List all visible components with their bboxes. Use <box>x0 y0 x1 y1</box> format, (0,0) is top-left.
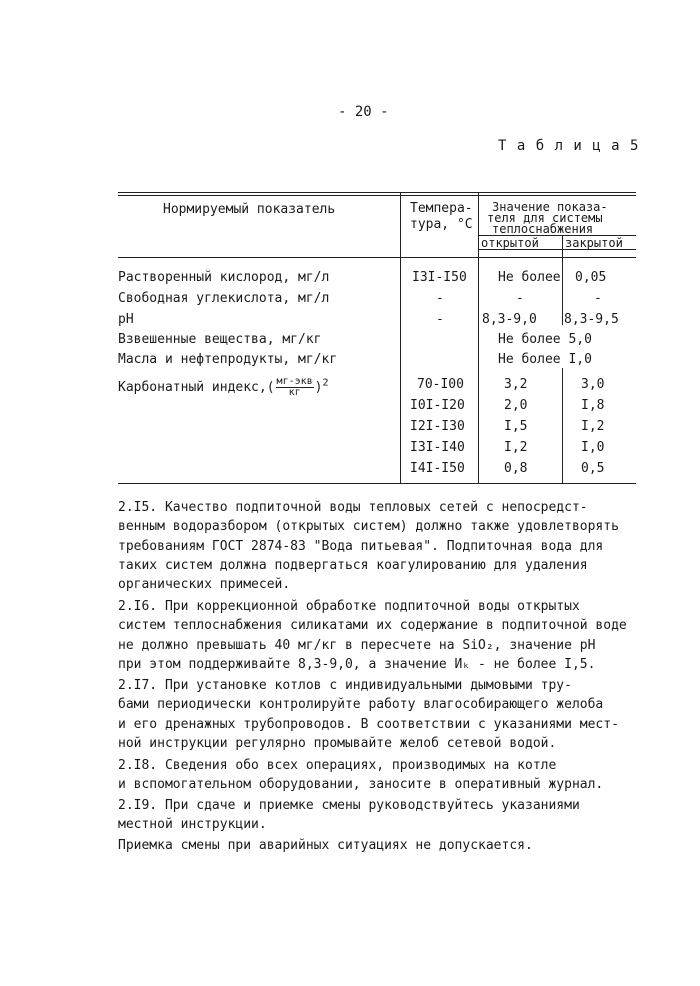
fraction-denominator: кг <box>288 387 301 398</box>
carb-open: I,5 <box>504 419 528 434</box>
carb-closed: I,8 <box>581 398 605 413</box>
carb-closed: 3,0 <box>581 377 605 392</box>
carb-temp: 70-I00 <box>417 377 464 392</box>
power: 2 <box>322 377 329 389</box>
fraction-numerator: мг-экв <box>276 376 313 387</box>
paragraph-2-16: 2.I6. При коррекционной обработке подпиточной воды открытых систем теплоснабжения силикатами их содержание в подпиточной воде не должно превышать 40 мг/кг в пересчете на SiO₂, значение pH при этом поддерживайте 8,3-9,0, а значение Иₖ - не более I,5. <box>118 599 627 672</box>
row-name: pH <box>118 312 134 327</box>
row-name: Взвешенные вещества, мг/кг <box>118 332 322 347</box>
row-name: Масла и нефтепродукты, мг/кг <box>118 352 338 367</box>
paragraph-2-17: 2.I7. При установке котлов с индивидуальными дымовыми тру- бами периодически контролируйте работу влагособирающего желоба и его дренажных трубопроводов. В соответствии с указаниями мест- ной инструкции регулярно промывайте желоб сетевой водой. <box>118 678 619 751</box>
header-temp-2: тура, °С <box>410 217 473 232</box>
row-closed: 8,3-9,5 <box>564 312 619 327</box>
row-open: - <box>516 291 524 306</box>
col-sep-1 <box>400 193 401 483</box>
col-sep-3a <box>562 235 563 325</box>
header-value-3: теплоснабжения <box>492 222 594 236</box>
carb-open: 2,0 <box>504 398 528 413</box>
table-bottom-rule <box>118 483 636 484</box>
row-open: Не более <box>498 270 561 285</box>
carb-closed: I,0 <box>581 440 605 455</box>
header-closed: закрытой <box>565 236 623 250</box>
carb-closed: I,2 <box>581 419 605 434</box>
carb-open: 0,8 <box>504 461 528 476</box>
row-name: Свободная углекислота, мг/л <box>118 291 330 306</box>
carb-temp: I0I-I20 <box>410 398 465 413</box>
row-temp: - <box>436 312 444 327</box>
header-value-1: Значение показа- <box>492 200 608 214</box>
header-value-2: теля для системы <box>487 211 603 225</box>
carb-open: 3,2 <box>504 377 528 392</box>
table-top-rule-2 <box>118 195 636 196</box>
header-open: открытой <box>481 236 539 250</box>
paragraph-final: Приемка смены при аварийных ситуациях не допускается. <box>118 838 533 853</box>
row-name: Растворенный кислород, мг/л <box>118 270 330 285</box>
paragraph-2-15: 2.I5. Качество подпиточной воды тепловых сетей с непосредст- венным водоразбором (открытых систем) должно также удовлетворять требованиям ГОСТ 2874-83 "Вода питьевая". Подпиточная вода для таких систем должна подвергаться коагулированию для удаления органических примесей. <box>118 500 619 593</box>
page-number: - 20 - <box>338 104 389 120</box>
carbonate-label: Карбонатный индекс,( мг-экв кг )$^2$ <box>118 376 329 398</box>
col-sep-2 <box>478 193 479 483</box>
carb-temp: I4I-I50 <box>410 461 465 476</box>
row-span-value: Не более 5,0 <box>498 332 592 347</box>
row-closed: - <box>594 291 602 306</box>
carb-temp: I3I-I40 <box>410 440 465 455</box>
carb-open: I,2 <box>504 440 528 455</box>
row-open: 8,3-9,0 <box>482 312 537 327</box>
table-header-bottom-rule <box>118 257 636 258</box>
paragraph-2-19: 2.I9. При сдаче и приемке смены руководствуйтесь указаниями местной инструкции. <box>118 798 580 833</box>
row-temp: I3I-I50 <box>412 270 467 285</box>
paragraph-2-18: 2.I8. Сведения обо всех операциях, производимых на котле и вспомогательном оборудовании, заносите в оперативный журнал. <box>118 758 604 793</box>
header-temp-1: Темпера- <box>410 201 473 216</box>
col-sep-3b <box>562 368 563 483</box>
table-top-rule <box>118 192 636 193</box>
carb-closed: 0,5 <box>581 461 605 476</box>
carb-temp: I2I-I30 <box>410 419 465 434</box>
row-closed: 0,05 <box>575 270 607 285</box>
table-caption: Т а б л и ц а 5 <box>498 138 640 154</box>
header-indicator: Нормируемый показатель <box>163 202 336 217</box>
row-temp: - <box>436 291 444 306</box>
row-span-value: Не более I,0 <box>498 352 592 367</box>
